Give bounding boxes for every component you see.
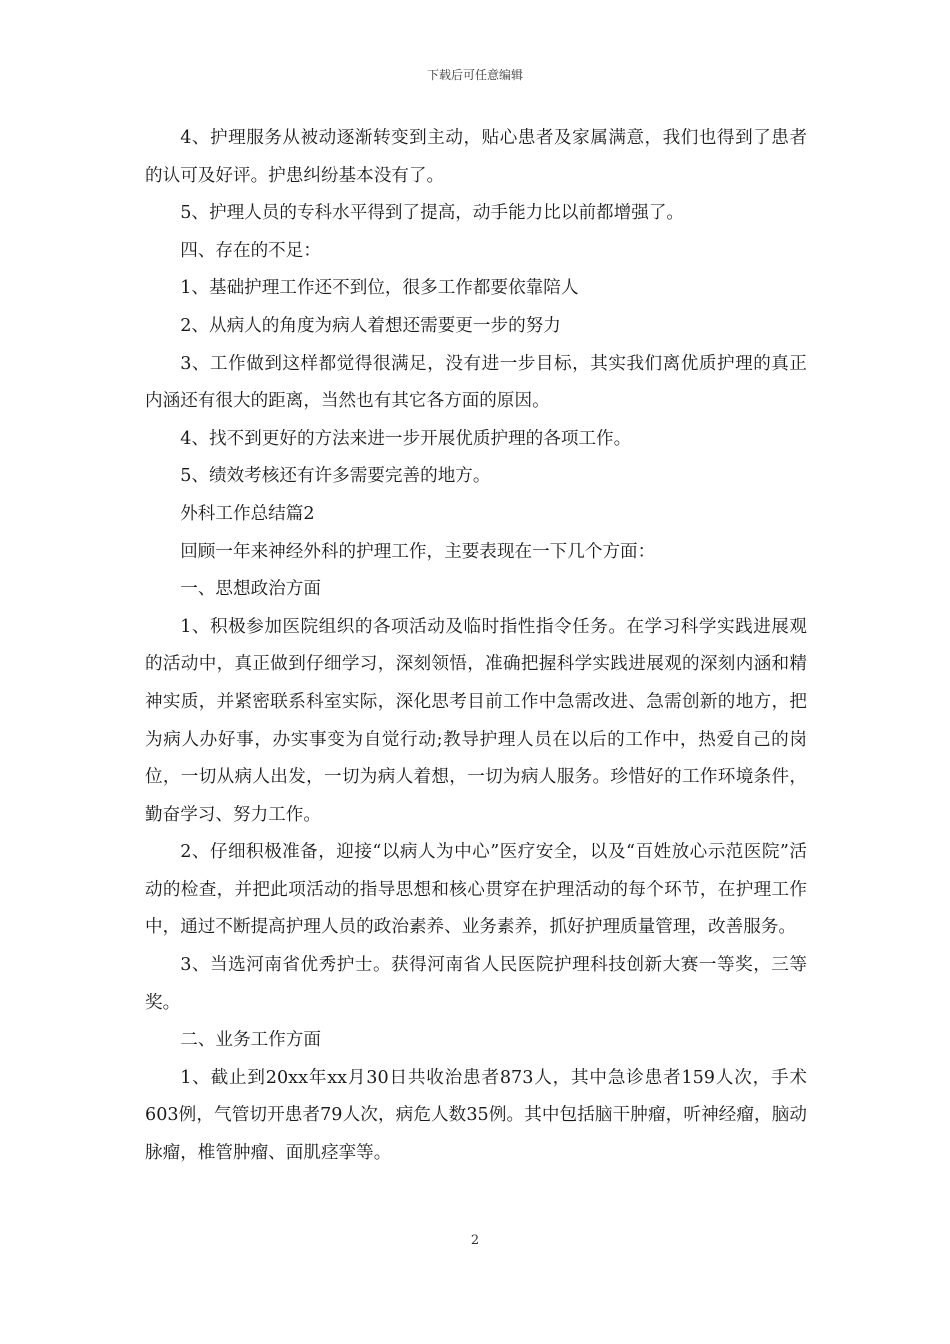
paragraph: 1、截止到20xx年xx月30日共收治患者873人，其中急诊患者159人次，手术603例，气管切开患者79人次，病危人数35例。其中包括脑干肿瘤，听神经瘤，脑动脉瘤，椎管肿瘤、面肌痉挛等。: [145, 1067, 807, 1164]
paragraph: 3、工作做到这样都觉得很满足，没有进一步目标，其实我们离优质护理的真正内涵还有很大的距离，当然也有其它各方面的原因。: [145, 353, 807, 412]
paragraph: 1、基础护理工作还不到位，很多工作都要依靠陪人: [180, 278, 579, 299]
section-heading: 二、业务工作方面: [180, 1030, 321, 1051]
paragraph: 2、仔细积极准备，迎接“以病人为中心”医疗安全，以及“百姓放心示范医院”活动的检查，并把此项活动的指导思想和核心贯穿在护理活动的每个环节，在护理工作中，通过不断提高护理人员的政治素养、业务素养，抓好护理质量管理，改善服务。: [145, 842, 807, 938]
page-header: 下载后可任意编辑: [426, 68, 523, 82]
paragraph: 4、护理服务从被动逐渐转变到主动，贴心患者及家属满意，我们也得到了患者的认可及好评。护患纠纷基本没有了。: [145, 128, 807, 186]
paragraph: 回顾一年来神经外科的护理工作，主要表现在一下几个方面：: [180, 541, 656, 562]
paragraph: 3、当选河南省优秀护士。获得河南省人民医院护理科技创新大赛一等奖，三等奖。: [145, 955, 807, 1013]
paragraph: 2、从病人的角度为病人着想还需要更一步的努力: [180, 315, 561, 336]
page-number: 2: [470, 1233, 480, 1248]
paragraph: 5、绩效考核还有许多需要完善的地方。: [180, 466, 491, 487]
document-title: 外科工作总结篇2: [180, 503, 315, 524]
paragraph: 1、积极参加医院组织的各项活动及临时指性指令任务。在学习科学实践进展观的活动中，真正做到仔细学习，深刻领悟，准确把握科学实践进展观的深刻内涵和精神实质，并紧密联系科室实际，深化思考目前工作中急需改进、急需创新的地方，把为病人办好事，办实事变为自觉行动;教导护理人员在以后的工作中，热爱自己的岗位，一切从病人出发，一切为病人着想，一切为病人服务。珍惜好的工作环境条件，勤奋学习、努力工作。: [145, 616, 807, 825]
paragraph: 4、找不到更好的方法来进一步开展优质护理的各项工作。: [180, 428, 632, 449]
document-body: [145, 120, 807, 1173]
section-heading: 四、存在的不足：: [180, 240, 321, 261]
paragraph: 5、护理人员的专科水平得到了提高，动手能力比以前都增强了。: [180, 203, 685, 224]
section-heading: 一、思想政治方面: [180, 579, 321, 600]
